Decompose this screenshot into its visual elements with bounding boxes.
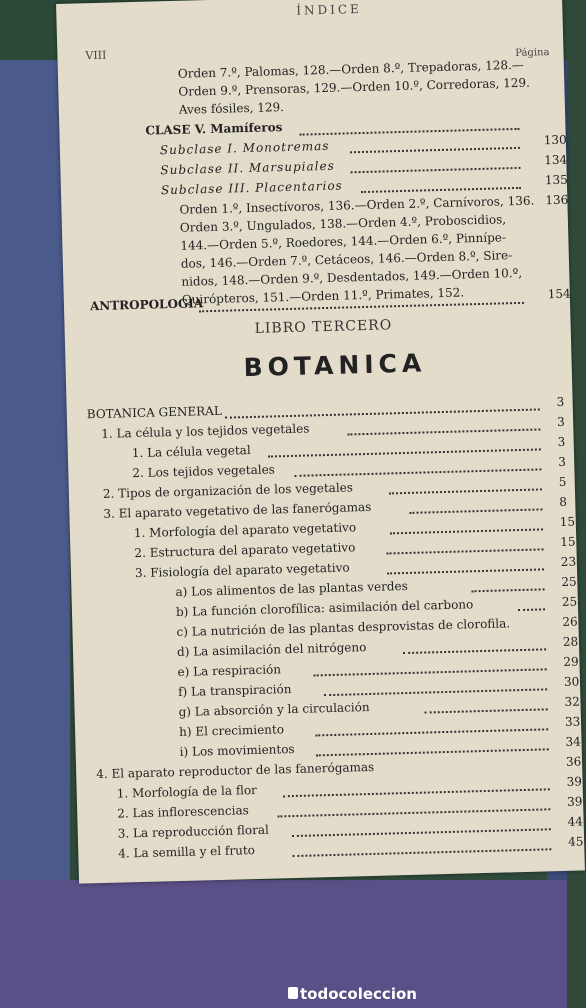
toc-line: Subclase II. Marsupiales	[160, 158, 335, 178]
dot-leader	[292, 848, 551, 857]
dot-leader	[268, 448, 541, 457]
page-ref: 30	[563, 674, 580, 689]
toc-line: Quirópteros, 151.—Orden 11.º, Primates, 152.	[181, 285, 465, 307]
toc-line: 3. La reproducción floral	[117, 822, 270, 841]
page-ref: 32	[564, 694, 580, 709]
page-ref: 15	[559, 514, 576, 529]
page-ref: 45	[567, 834, 584, 849]
dot-leader	[292, 828, 551, 837]
dot-leader	[389, 488, 542, 494]
toc-line: Subclase I. Monotremas	[159, 138, 330, 158]
dot-leader	[361, 187, 521, 193]
dot-leader	[350, 147, 520, 153]
dot-leader	[316, 748, 549, 756]
book-page	[56, 0, 585, 884]
toc-line: Orden 1.º, Insectívoros, 136.—Orden 2.º, Carnívoros, 136.	[179, 193, 535, 217]
toc-line: Orden 7.º, Palomas, 128.—Orden 8.º, Trepadoras, 128.—	[177, 57, 525, 81]
dot-leader	[315, 728, 548, 736]
page-ref: 36	[565, 754, 582, 769]
toc-line: g) La absorción y la circulación	[178, 700, 370, 720]
dot-leader	[283, 788, 550, 797]
page-ref: 26	[562, 614, 578, 629]
page-ref: 39	[566, 774, 583, 789]
dot-leader	[425, 708, 548, 713]
book-part-label: LIBRO TERCERO	[254, 317, 393, 337]
toc-section: BOTANICA GENERAL	[86, 403, 223, 422]
dot-leader	[300, 128, 520, 136]
toc-line: i) Los movimientos	[179, 741, 295, 759]
toc-section: ANTROPOLOGIA	[89, 296, 204, 314]
toc-class-heading: CLASE V. Mamíferos	[145, 120, 283, 138]
toc-line: 1. La célula vegetal	[131, 443, 251, 461]
book-cover-edge	[0, 60, 70, 960]
toc-line: h) El crecimiento	[178, 722, 285, 739]
toc-line: nidos, 148.—Orden 9.º, Desdentados, 149.—Orden 10.º,	[181, 265, 523, 289]
page-ref: 130	[543, 132, 567, 148]
page-ref: 134	[544, 152, 568, 168]
dot-leader	[518, 608, 545, 611]
toc-line: e) La respiración	[177, 662, 282, 680]
dot-leader	[387, 548, 544, 554]
dot-leader	[387, 568, 544, 574]
toc-line: 3. Fisiología del aparato vegetativo	[134, 560, 350, 581]
toc-line: b) La función clorofílica: asimilación del carbono	[175, 597, 474, 620]
page-ref: 23	[560, 554, 577, 569]
book-cloth-bottom	[0, 880, 567, 1008]
page-ref: 136	[545, 192, 569, 208]
dot-leader	[324, 688, 547, 696]
toc-line: 2. Los tejidos vegetales	[132, 462, 276, 481]
dot-leader	[409, 508, 542, 513]
toc-line: Orden 9.º, Prensoras, 129.—Orden 10.º, Corredoras, 129.	[178, 75, 531, 99]
dot-leader	[351, 167, 521, 173]
dot-leader	[472, 588, 545, 592]
page-ref: 135	[544, 172, 568, 188]
running-title: ÍNDICE	[296, 1, 363, 18]
toc-line: 3. El aparato vegetativo de las fanerógamas	[103, 499, 372, 521]
page-ref: 25	[561, 594, 578, 609]
dot-leader	[403, 648, 546, 654]
watermark-icon	[288, 987, 298, 999]
dot-leader	[294, 468, 541, 476]
page-ref: 39	[566, 794, 583, 809]
page-ref: 29	[563, 654, 579, 669]
toc-line: Subclase III. Placentarios	[160, 178, 343, 198]
toc-line: 4. La semilla y el fruto	[118, 843, 256, 861]
section-title: BOTANICA	[243, 348, 427, 383]
toc-line: d) La asimilación del nitrógeno	[176, 640, 367, 660]
dot-leader	[225, 408, 540, 418]
toc-line: c) La nutrición de las plantas desprovistas de clorofila.	[176, 616, 511, 640]
toc-line: a) Los alimentos de las plantas verdes	[175, 578, 408, 600]
page-ref: 15	[560, 534, 576, 549]
toc-line: 2. Estructura del aparato vegetativo	[134, 540, 356, 561]
toc-line: dos, 146.—Orden 7.º, Cetáceos, 146.—Orden 8.º, Sire-	[180, 248, 513, 271]
page-ref: 44	[567, 814, 584, 829]
dot-leader	[314, 668, 547, 676]
toc-line: f) La transpiración	[177, 682, 292, 700]
page-ref: 3	[557, 434, 566, 449]
page-ref: 3	[556, 414, 565, 429]
toc-line: 2. Las inflorescencias	[117, 803, 249, 821]
page-ref: 3	[558, 454, 567, 469]
toc-line: 1. Morfología de la flor	[116, 782, 257, 801]
toc-line: 4. El aparato reproductor de las fanerógamas	[96, 759, 375, 782]
dot-leader	[277, 808, 550, 817]
watermark-text: todocoleccion	[300, 985, 417, 1003]
corner-label: Página	[515, 47, 550, 59]
page-ref: 3	[556, 394, 565, 410]
page-number-roman: VIII	[85, 48, 107, 63]
page-ref: 34	[565, 734, 582, 749]
page-ref: 8	[559, 494, 568, 509]
toc-line: 1. Morfología del aparato vegetativo	[133, 520, 357, 541]
dot-leader	[347, 428, 540, 435]
page-ref: 28	[562, 634, 579, 649]
toc-line: 2. Tipos de organización de los vegetales	[102, 480, 354, 501]
page-ref: 154	[547, 286, 571, 302]
page-ref: 33	[564, 714, 581, 729]
page-ref: 25	[561, 574, 577, 589]
toc-line: 1. La célula y los tejidos vegetales	[101, 421, 310, 441]
toc-line: 144.—Orden 5.º, Roedores, 144.—Orden 6.º, Pinnípe-	[180, 230, 507, 253]
dot-leader	[390, 528, 543, 534]
toc-line: Orden 3.º, Ungulados, 138.—Orden 4.º, Proboscidios,	[179, 212, 507, 235]
toc-line: Aves fósiles, 129.	[178, 100, 285, 117]
page-ref: 5	[558, 474, 567, 489]
